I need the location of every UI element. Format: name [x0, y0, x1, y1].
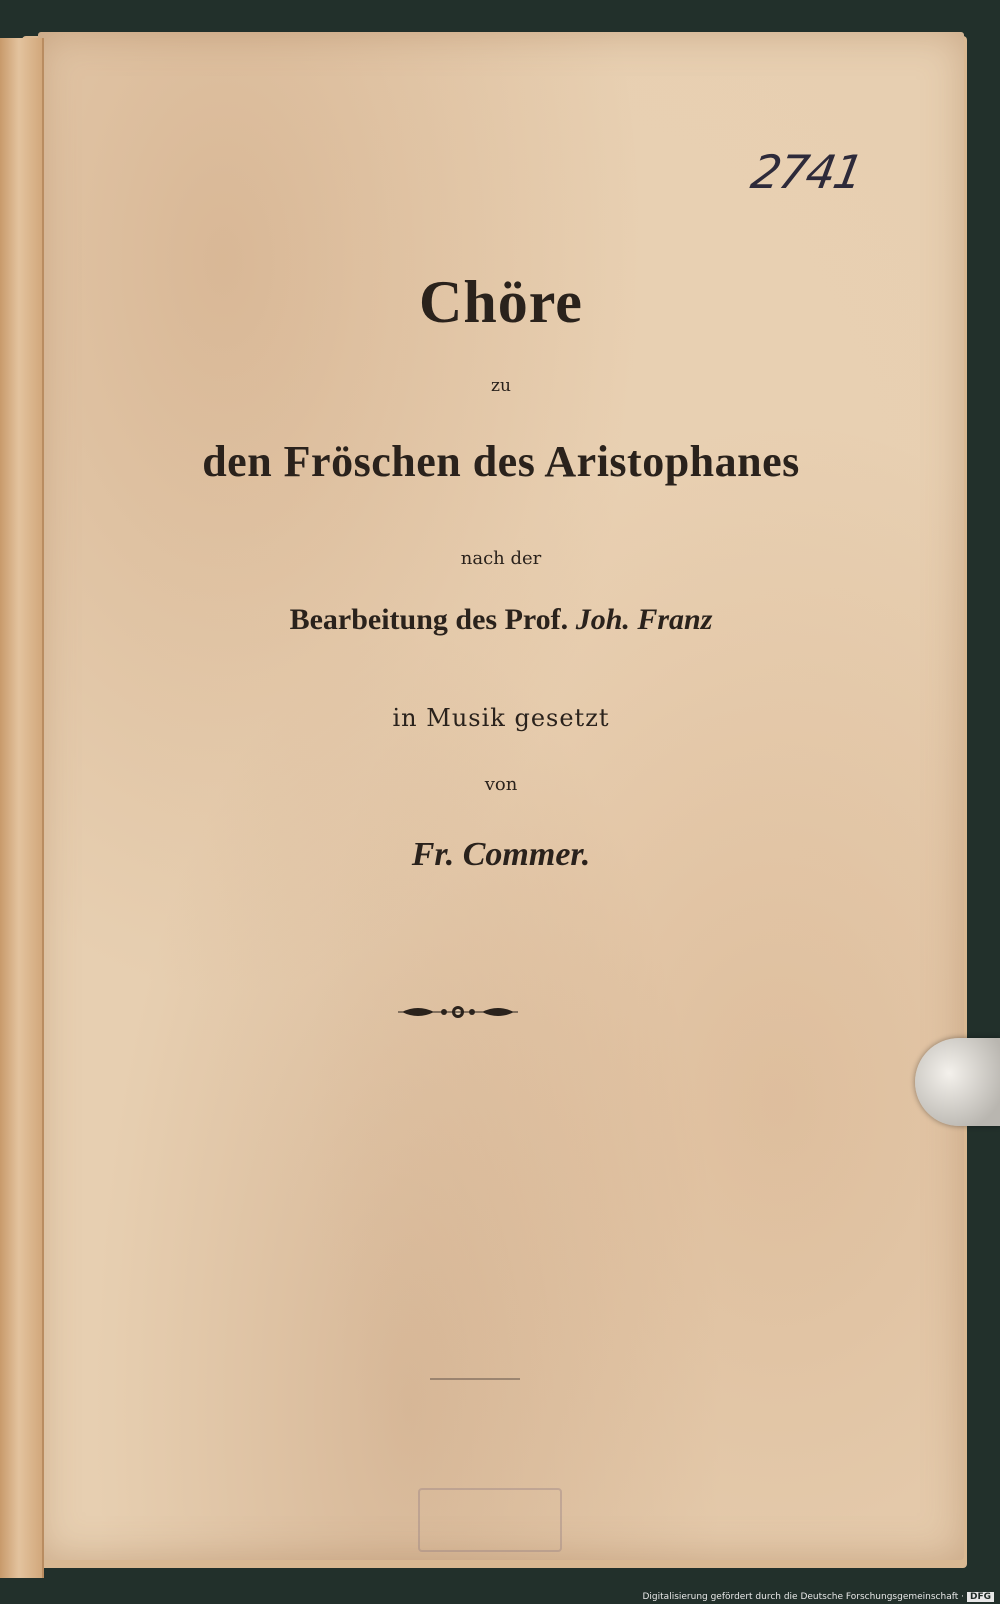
library-stamp: [418, 1488, 562, 1552]
adaptation-prefix: Bearbeitung des Prof.: [289, 603, 569, 636]
book-title: Chöre: [419, 269, 583, 335]
ornament-divider: [398, 1000, 518, 1024]
connector-text: zu: [491, 376, 511, 396]
page-clip: [915, 1038, 1000, 1126]
handwritten-shelfmark: 2741: [747, 145, 866, 199]
digitization-footer: [643, 1592, 995, 1602]
title-page: [38, 32, 964, 1560]
composer-name: Fr. Commer.: [411, 836, 591, 873]
dfg-logo: DFG: [967, 1592, 994, 1602]
footer-text: Digitalisierung gefördert durch die Deutsche Forschungsgemeinschaft ·: [642, 1592, 964, 1602]
set-to-music-text: in Musik gesetzt: [392, 704, 610, 732]
adaptation-author: Joh. Franz: [575, 603, 713, 636]
book-subtitle: den Fröschen des Aristophanes: [202, 437, 800, 486]
adaptation-line: [38, 603, 964, 637]
by-text: von: [484, 774, 518, 795]
after-subtitle-text: nach der: [460, 548, 542, 569]
closing-rule: [430, 1378, 520, 1380]
